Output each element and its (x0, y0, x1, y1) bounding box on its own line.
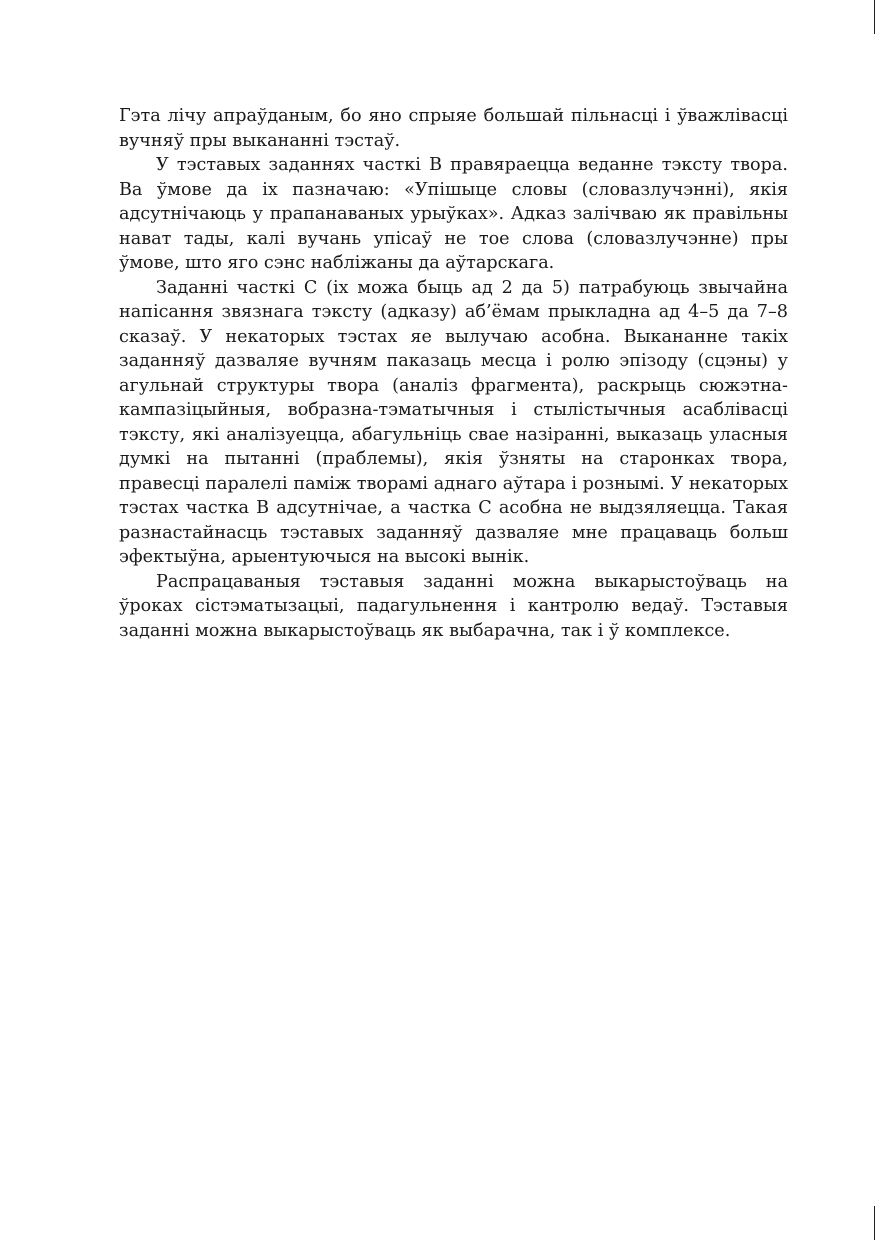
paragraph-3: Заданні часткі С (іх можа быць ад 2 да 5) патрабуюць звычайна напісання звязнага тэксту (адказу) аб’ёмам прыкладна ад 4–5 да 7–8 сказаў. У некаторых тэстах яе вылучаю асобна. Выкананне такіх заданняў дазваляе вучням паказаць месца і ролю эпізоду (сцэны) у агульнай структуры твора (аналіз фрагмента), раскрыць сюжэтна-кампазіцыйныя, вобразна-тэматычныя і стылістычныя асаблівасці тэксту, які аналізуецца, абагульніць свае назіранні, выказаць уласныя думкі на пытанні (праблемы), якія ўзняты на старонках твора, правесці паралелі паміж творамі аднаго аўтара і рознымі. У некаторых тэстах частка В адсутнічае, а частка С асобна не выдзяляецца. Такая разнастайнасць тэставых заданняў дазваляе мне працаваць больш эфектыўна, арыентуючыся на высокі вынік. (119, 277, 788, 567)
paragraph-2: У тэставых заданнях часткі В правяраецца веданне тэксту твора. Ва ўмове да іх пазначаю: «Упішыце словы (словазлучэнні), якія адсутнічаюць у прапанаваных урыўках». Адказ залічваю як правільны нават тады, калі вучань упісаў не тое слова (словазлучэнне) пры ўмове, што яго сэнс набліжаны да аўтарскага. (119, 155, 788, 273)
paragraph-1: Гэта лічу апраўданым, бо яно спрыяе большай пільнасці і ўважлівасці вучняў пры выкананні тэстаў. (119, 106, 788, 151)
body-text (119, 104, 788, 643)
paragraph-4: Распрацаваныя тэставыя заданні можна выкарыстоўваць на ўроках сістэматызацыі, падагульнення і кантролю ведаў. Тэставыя заданні можна выкарыстоўваць як выбарачна, так і ў комплексе. (119, 571, 788, 641)
crop-mark-bottom (874, 1206, 875, 1240)
crop-mark-top (874, 0, 875, 34)
